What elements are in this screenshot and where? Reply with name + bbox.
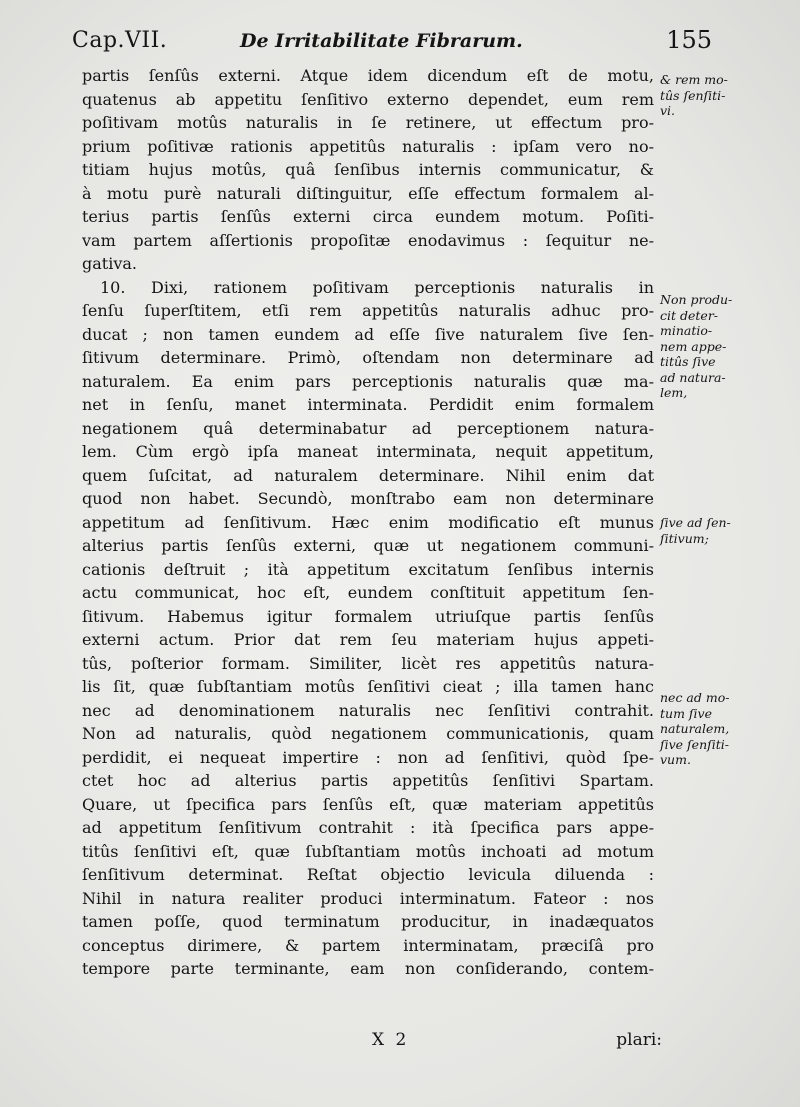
margin-note-line: Non produ- — [660, 292, 733, 307]
signature-mark: X 2 — [372, 1030, 410, 1050]
text-line: Non ad naturalis, quòd negationem communicationis, quam — [82, 724, 654, 743]
text-line: prium poſitivæ rationis appetitûs naturalis : ipſam vero no- — [82, 136, 654, 156]
text-line: naturalem. Ea enim pars perceptionis naturalis quæ ma- — [82, 371, 654, 391]
margin-note-line: ad natura- — [660, 369, 726, 385]
margin-note-line: nec ad mo- — [660, 690, 730, 705]
text-line: ctet hoc ad alterius partis appetitûs ſenſitivi Spartam. — [82, 771, 654, 790]
margin-note-3 — [660, 515, 780, 546]
page-number: 155 — [666, 26, 712, 54]
page-footer — [82, 1030, 662, 1056]
margin-note-line: tûs ſenſiti- — [660, 87, 726, 103]
catchword: plari: — [616, 1030, 662, 1050]
margin-note-line: lem, — [660, 385, 688, 400]
margin-note-line: ſitivum; — [660, 530, 709, 546]
margin-note-line: cit deter- — [660, 307, 719, 323]
text-line: ducat ; non tamen eundem ad eſſe ſive naturalem ſive ſen- — [82, 324, 654, 344]
main-text-block — [82, 64, 654, 981]
text-line: lem. Cùm ergò ipſa maneat interminata, nequit appetitum, — [82, 442, 654, 461]
text-line: net in ſenſu, manet interminata. Perdidit enim formalem — [82, 395, 654, 414]
margin-note-line: & rem mo- — [660, 72, 728, 87]
text-line: ad appetitum ſenſitivum contrahit : ità ſpecifica pars appe- — [82, 818, 654, 837]
text-line: gativa. — [82, 254, 137, 273]
running-header — [72, 28, 712, 62]
margin-note-1 — [660, 72, 780, 119]
margin-note-line: ſive ad ſen- — [660, 515, 731, 530]
text-line: vam partem aſſertionis propoſitæ enodavimus : ſequitur ne- — [82, 230, 654, 250]
margin-note-line: titûs ſive — [660, 354, 716, 369]
text-line: ſitivum determinare. Primò, oſtendam non determinare ad — [82, 348, 654, 367]
text-line: quatenus ab appetitu ſenſitivo externo dependet, eum rem — [82, 89, 654, 109]
text-line: Quare, ut ſpecifica pars ſenſûs eſt, quæ materiam appetitûs — [82, 794, 654, 814]
text-line: cationis deſtruit ; ità appetitum excitatum ſenſibus internis — [82, 559, 654, 579]
margin-note-line: tum ſive — [660, 705, 712, 721]
text-line: ſitivum. Habemus igitur formalem utriuſque partis ſenſûs — [82, 606, 654, 626]
text-line: nec ad denominationem naturalis nec ſenſitivi contrahit. — [82, 700, 654, 720]
margin-note-4 — [660, 690, 780, 768]
text-line: partis ſenſûs externi. Atque idem dicendum eſt de motu, — [82, 66, 654, 85]
text-line: tamen poſſe, quod terminatum producitur, in inadæquatos — [82, 912, 654, 931]
chapter-label: Cap.VII. — [72, 28, 168, 53]
margin-note-line: ſive ſenſiti- — [660, 736, 730, 752]
margin-note-line: vum. — [660, 752, 691, 767]
text-line: tûs, poſterior formam. Similiter, licèt res appetitûs natura- — [82, 653, 654, 673]
margin-note-2 — [660, 292, 780, 401]
margin-note-line: minatio- — [660, 323, 713, 338]
text-line: terius partis ſenſûs externi circa eundem motum. Poſiti- — [82, 207, 654, 226]
running-title: De Irritabilitate Fibrarum. — [240, 30, 523, 52]
text-line: quem ſuſcitat, ad naturalem determinare. Nihil enim dat — [82, 465, 654, 485]
text-line: negationem quâ determinabatur ad perceptionem natura- — [82, 418, 654, 438]
text-line: à motu purè naturali diſtinguitur, eſſe effectum formalem al- — [82, 183, 654, 203]
text-line: appetitum ad ſenſitivum. Hæc enim modificatio eſt munus — [82, 512, 654, 532]
text-line: lis ſit, quæ ſubſtantiam motûs ſenſitivi cieat ; illa tamen hanc — [82, 677, 654, 696]
text-line: ſenſitivum determinat. Reſtat objectio levicula diluenda : — [82, 865, 654, 884]
margin-note-line: vi. — [660, 103, 676, 118]
text-line: titiam hujus motûs, quâ ſenſibus internis communicatur, & — [82, 160, 654, 179]
text-line: 10. Dixi, rationem poſitivam perceptionis naturalis in — [100, 277, 654, 297]
text-line: quod non habet. Secundò, monſtrabo eam non determinare — [82, 489, 654, 508]
text-line: Nihil in natura realiter produci interminatum. Fateor : nos — [82, 888, 654, 908]
text-line: externi actum. Prior dat rem ſeu materiam hujus appeti- — [82, 630, 654, 649]
text-line: alterius partis ſenſûs externi, quæ ut negationem communi- — [82, 536, 654, 555]
text-line: actu communicat, hoc eſt, eundem conſtituit appetitum ſen- — [82, 583, 654, 602]
margin-note-line: naturalem, — [660, 721, 730, 736]
text-line: conceptus dirimere, & partem interminatam, præciſâ pro — [82, 935, 654, 955]
text-line: titûs ſenſitivi eſt, quæ ſubſtantiam motûs inchoati ad motum — [82, 841, 654, 861]
text-line: poſitivam motûs naturalis in ſe retinere, ut effectum pro- — [82, 113, 654, 132]
text-line: tempore parte terminante, eam non conſiderando, contem- — [82, 959, 654, 978]
margin-note-line: nem appe- — [660, 338, 727, 354]
text-line: perdidit, ei nequeat impertire : non ad ſenſitivi, quòd ſpe- — [82, 747, 654, 767]
text-line: ſenſu ſuperſtitem, etſi rem appetitûs naturalis adhuc pro- — [82, 301, 654, 320]
